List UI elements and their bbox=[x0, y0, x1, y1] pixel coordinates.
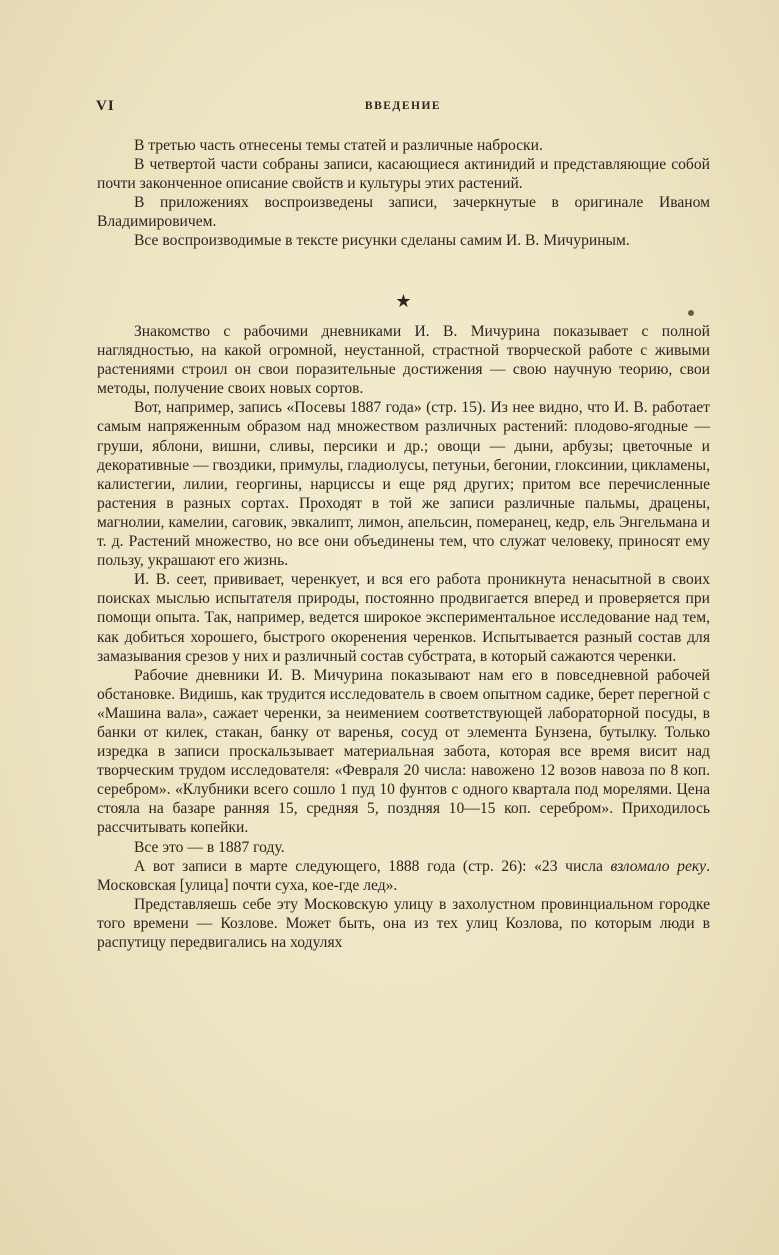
quote-paragraph bbox=[97, 857, 710, 895]
body-text-block bbox=[97, 322, 710, 952]
quote-text-before: А вот записи в марте следующего, 1888 года (стр. 26): «23 числа bbox=[134, 857, 611, 875]
ink-speck bbox=[688, 310, 694, 316]
paragraph: Все воспроизводимые в тексте рисунки сделаны самим И. В. Мичуриным. bbox=[134, 232, 630, 250]
quote-text-after: . Московская [улица] почти суха, кое-где лед». bbox=[97, 857, 710, 894]
paragraph: Все это — в 1887 году. bbox=[134, 838, 285, 856]
quote-text-italic: взломало реку bbox=[610, 857, 707, 875]
paragraph: В третью часть отнесены темы статей и различные наброски. bbox=[134, 137, 543, 154]
paragraph: В четвертой части собраны записи, касающиеся актинидий и представляющие собой почти законченное описание свойств и культуры этих растений. bbox=[97, 156, 710, 193]
star-icon: ★ bbox=[395, 291, 412, 311]
paragraph: Знакомство с рабочими дневниками И. В. Мичурина показывает с полной наглядностью, на какой огромной, неустанной, страстной творческой работе с живыми растениями строил он свои поразительные достижения — свою научную теорию, свои методы, получение своих новых сортов. bbox=[97, 323, 710, 398]
paragraph: Рабочие дневники И. В. Мичурина показывают нам его в повседневной рабочей обстановке. Видишь, как трудится исследователь в своем опытном садике, берет перегной с «Машина вала», сажает черенки, за неимением соответствующей лабораторной посуды, в банки от килек, стакан, банку от варенья, сосуд от элемента Бунзена, бутылку. Только изредка в записи проскальзывает материальная забота, которая все время висит над творческим трудом исследователя: «Февраля 20 числа: навожено 12 возов навоза по 8 коп. серебром». «Клубники всего сошло 1 пуд 10 фунтов с одного квартала под морелями. Цена стояла на базаре ранняя 15, средняя 5, поздняя 10—15 коп. серебром». Приходилось рассчитывать копейки. bbox=[97, 666, 710, 837]
page-number: VI bbox=[96, 98, 115, 114]
running-head: ВВЕДЕНИЕ bbox=[364, 100, 442, 112]
page-header bbox=[96, 98, 710, 118]
intro-text-block bbox=[97, 136, 710, 251]
paragraph: И. В. сеет, прививает, черенкует, и вся его работа проникнута ненасытной в своих поисках мыслью испытателя природы, постоянно продвигается вперед и проверяется при помощи опыта. Так, например, ведется широкое экспериментальное исследование над тем, как добиться хорошего, быстрого окоренения черенков. Испытывается разный состав для замазывания срезов у них и различный состав субстрата, в который сажаются черенки. bbox=[97, 571, 710, 665]
paragraph: В приложениях воспроизведены записи, зачеркнутые в оригинале Иваном Владимировичем. bbox=[97, 194, 710, 231]
paragraph: Представляешь себе эту Московскую улицу в захолустном провинциальном городке того времени — Козлове. Может быть, она из тех улиц Козлова, по которым люди в распутицу передвигались на ходулях bbox=[97, 895, 710, 951]
paragraph: Вот, например, запись «Посевы 1887 года» (стр. 15). Из нее видно, что И. В. работает самым напряженным образом над множеством различных растений: плодово-ягодные — груши, яблони, вишни, сливы, персики и др.; овощи — дыни, арбузы; цветочные и декоративные — гвоздики, примулы, гладиолусы, петуньи, бегонии, глоксинии, цикламены, калистегии, лилии, георгины, нарциссы и еще ряд других; притом все перечисленные растения в разных сортах. Проходят в той же записи различные пальмы, драцены, магнолии, камелии, саговик, эвкалипт, лимон, апельсин, померанец, кедр, ель Энгельмана и т. д. Растений множество, но все они объединены тем, что служат человеку, приносят ему пользу, украшают его жизнь. bbox=[97, 399, 710, 570]
section-separator bbox=[97, 290, 710, 314]
